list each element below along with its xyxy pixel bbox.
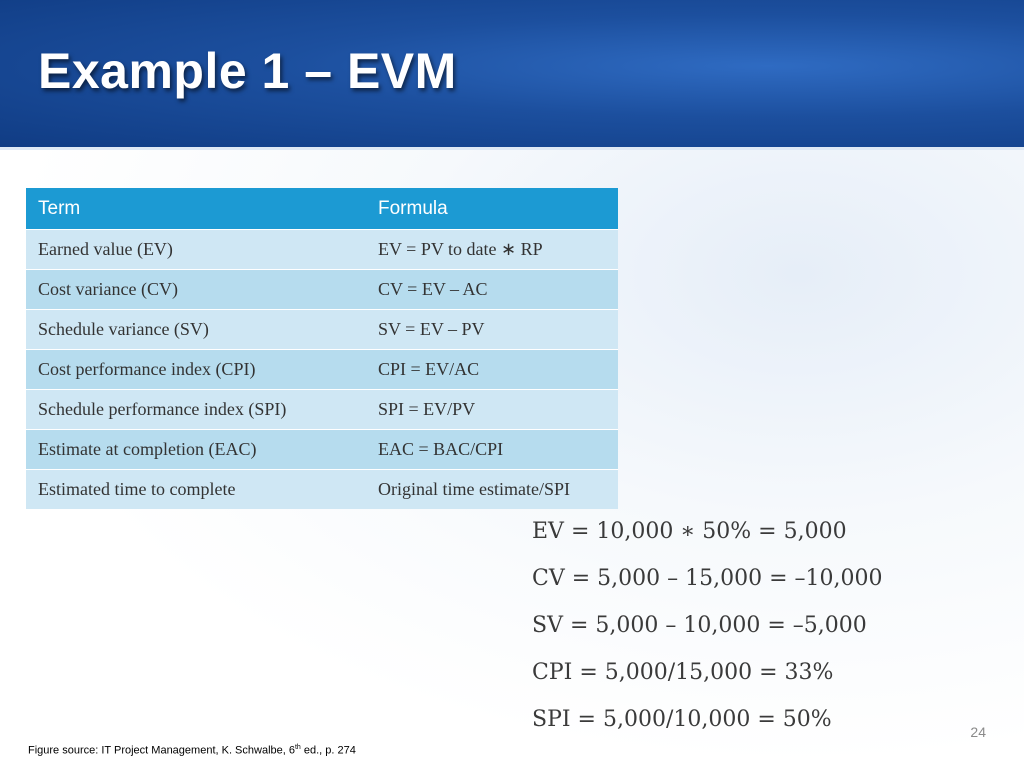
table-row [26,430,618,470]
term-cell: Cost performance index (CPI) [26,350,366,390]
source-suffix: ed., p. 274 [300,744,356,757]
table-row [26,470,618,510]
spi-calculation: SPI = 5,000/10,000 = 50% [532,707,832,732]
formula-cell: EAC = BAC/CPI [366,430,618,470]
table-row [26,310,618,350]
formula-cell: SPI = EV/PV [366,390,618,430]
evm-calculations [532,512,912,747]
sv-calculation: SV = 5,000 – 10,000 = –5,000 [532,613,867,638]
source-superscript: th [294,744,301,751]
cv-calculation: CV = 5,000 – 15,000 = –10,000 [532,566,883,591]
table-row [26,350,618,390]
term-cell: Estimate at completion (EAC) [26,430,366,470]
table-row [26,390,618,430]
source-text: Figure source: IT Project Management, K. Schwalbe, 6 [28,744,295,757]
formula-cell: CPI = EV/AC [366,350,618,390]
term-cell: Schedule performance index (SPI) [26,390,366,430]
ev-calculation: EV = 10,000 ∗ 50% = 5,000 [532,519,847,544]
table-row [26,230,618,270]
term-cell: Estimated time to complete [26,470,366,510]
page-number: 24 [970,724,986,740]
table-row [26,270,618,310]
formula-cell: CV = EV – AC [366,270,618,310]
cpi-calculation: CPI = 5,000/15,000 = 33% [532,660,834,685]
term-cell: Cost variance (CV) [26,270,366,310]
formula-cell: EV = PV to date ∗ RP [366,230,618,270]
formula-column-header: Formula [366,188,618,230]
term-column-header: Term [26,188,366,230]
slide-title: Example 1 – EVM [38,43,457,99]
evm-terms-table [26,188,618,509]
term-cell: Earned value (EV) [26,230,366,270]
formula-cell: Original time estimate/SPI [366,470,618,510]
formula-cell: SV = EV – PV [366,310,618,350]
term-cell: Schedule variance (SV) [26,310,366,350]
table-header-row [26,188,618,230]
figure-source-caption [28,744,356,757]
